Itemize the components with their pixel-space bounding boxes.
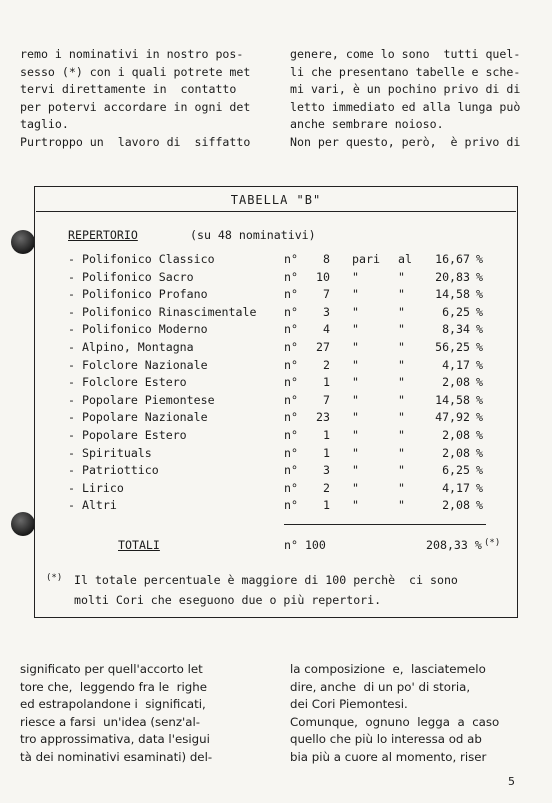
title-rule [36, 211, 516, 212]
text-line: tà dei nominativi esaminati) del- [20, 749, 213, 764]
al-ditto: al [398, 252, 412, 266]
text-column-bottom-left [20, 661, 212, 767]
percent-sign: % [476, 463, 483, 478]
repertoire-name: - Popolare Estero [68, 428, 187, 442]
table-row [0, 375, 552, 393]
table-row [0, 446, 552, 464]
pari-ditto: " [352, 287, 359, 302]
pari-ditto: " [352, 340, 359, 354]
count: 1 [323, 445, 330, 460]
percent-sign: % [476, 357, 483, 372]
repertoire-name: - Alpino, Montagna [68, 340, 194, 354]
percentage: 16,67 [435, 252, 470, 266]
percent-sign: % [476, 410, 483, 425]
repertoire-name: - Polifonico Sacro [68, 269, 194, 284]
table-row [0, 428, 552, 446]
repertoire-name: - Polifonico Moderno [68, 322, 208, 337]
pari-ditto: " [352, 480, 359, 495]
al-ditto: " [398, 392, 405, 407]
repertoire-name: - Patriottico [68, 463, 159, 478]
number-symbol: n° [284, 445, 298, 460]
count: 2 [323, 480, 330, 495]
text-line: riesce a farsi un'idea (senz'al- [20, 714, 201, 729]
percent-sign: % [476, 428, 483, 442]
totals-rule [284, 524, 486, 525]
percent-sign: % [476, 445, 483, 460]
count: 4 [323, 322, 330, 337]
table-title: TABELLA "B" [230, 193, 322, 207]
repertoire-name: - Spirituals [68, 445, 152, 460]
percentage: 8,34 [442, 322, 470, 337]
al-ditto: " [398, 304, 405, 319]
text-line: dire, anche di un po' di storia, [290, 679, 471, 694]
percentage: 2,08 [442, 375, 470, 390]
totals-footnote-mark: (*) [484, 538, 501, 548]
text-column-top-left [20, 46, 250, 152]
repertoire-name: - Polifonico Rinascimentale [68, 304, 257, 319]
table-row [0, 340, 552, 358]
text-line: li che presentano tabelle e sche- [290, 64, 521, 79]
repertorio-label: REPERTORIO [68, 228, 138, 242]
text-line: anche sembrare noioso. [290, 117, 444, 132]
table-row [0, 287, 552, 305]
count: 7 [323, 392, 330, 407]
percent-sign: % [476, 375, 483, 390]
table-row [0, 305, 552, 323]
percentage: 2,08 [442, 498, 470, 513]
percentage: 14,58 [435, 287, 470, 302]
percentage: 6,25 [442, 463, 470, 478]
repertoire-name: - Polifonico Profano [68, 287, 208, 302]
count: 3 [323, 463, 330, 478]
repertoire-name: - Popolare Nazionale [68, 410, 208, 425]
pari-ditto: pari [352, 252, 380, 266]
pari-ditto: " [352, 498, 359, 513]
al-ditto: " [398, 428, 405, 442]
table-row [0, 481, 552, 499]
al-ditto: " [398, 463, 405, 478]
pari-ditto: " [352, 410, 359, 425]
percentage: 20,83 [435, 269, 470, 284]
al-ditto: " [398, 340, 405, 354]
table-row [0, 410, 552, 428]
percentage: 56,25 [435, 340, 470, 354]
percentage: 14,58 [435, 392, 470, 407]
totals-label: TOTALI [118, 538, 160, 552]
pari-ditto: " [352, 463, 359, 478]
count: 1 [323, 498, 330, 513]
table-row [0, 498, 552, 516]
number-symbol: n° [284, 252, 298, 266]
text-line: mi vari, è un pochino privo di di [290, 82, 521, 97]
table-row [0, 252, 552, 270]
pari-ditto: " [352, 375, 359, 390]
table-row [0, 393, 552, 411]
percent-sign: % [476, 322, 483, 337]
percent-sign: % [476, 269, 483, 284]
pari-ditto: " [352, 304, 359, 319]
count: 1 [323, 428, 330, 442]
al-ditto: " [398, 445, 405, 460]
al-ditto: " [398, 410, 405, 425]
text-line: dei Cori Piemontesi. [290, 697, 408, 712]
number-symbol: n° [284, 340, 298, 354]
text-line: la composizione e, lasciatemelo [290, 662, 486, 676]
text-line: quello che più lo interessa od ab [290, 732, 482, 747]
text-line: sesso (*) con i quali potrete met [20, 64, 251, 79]
text-line: remo i nominativi in nostro pos- [20, 47, 244, 61]
percentage: 4,17 [442, 480, 470, 495]
count: 1 [323, 375, 330, 390]
number-symbol: n° [284, 463, 298, 478]
pari-ditto: " [352, 445, 359, 460]
totals-count: n° 100 [284, 538, 326, 552]
text-line: genere, come lo sono tutti quel- [290, 47, 521, 61]
repertoire-name: - Folclore Estero [68, 375, 187, 390]
number-symbol: n° [284, 480, 298, 495]
number-symbol: n° [284, 410, 298, 425]
percentage: 2,08 [442, 428, 470, 442]
page-number: 5 [508, 775, 515, 788]
al-ditto: " [398, 287, 405, 302]
table-row [0, 463, 552, 481]
count: 2 [323, 357, 330, 372]
percentage: 2,08 [442, 445, 470, 460]
repertorio-subtitle: (su 48 nominativi) [190, 228, 316, 242]
number-symbol: n° [284, 322, 298, 337]
footnote-line: Il totale percentuale è maggiore di 100 perchè ci sono [74, 573, 458, 587]
text-line: bia più a cuore al momento, riser [290, 749, 487, 764]
repertoire-name: - Altri [68, 498, 117, 513]
percent-sign: % [476, 392, 483, 407]
number-symbol: n° [284, 287, 298, 302]
repertoire-name: - Folclore Nazionale [68, 357, 208, 372]
text-line: tore che, leggendo fra le righe [20, 679, 207, 694]
footnote-mark: (*) [46, 573, 63, 583]
table-row [0, 358, 552, 376]
text-line: taglio. [20, 117, 69, 132]
percent-sign: % [476, 480, 483, 495]
percent-sign: % [476, 340, 483, 354]
number-symbol: n° [284, 304, 298, 319]
percent-sign: % [476, 498, 483, 513]
number-symbol: n° [284, 269, 298, 284]
number-symbol: n° [284, 392, 298, 407]
text-line: significato per quell'accorto let [20, 662, 203, 676]
count: 7 [323, 287, 330, 302]
percentage: 47,92 [435, 410, 470, 425]
pari-ditto: " [352, 392, 359, 407]
text-column-top-right [290, 46, 520, 152]
table-row [0, 270, 552, 288]
repertoire-name: - Lirico [68, 480, 124, 495]
count: 23 [316, 410, 330, 425]
percent-sign: % [476, 287, 483, 302]
binder-hole [11, 230, 35, 254]
text-line: Purtroppo un lavoro di siffatto [20, 134, 251, 149]
al-ditto: " [398, 480, 405, 495]
count: 8 [323, 252, 330, 266]
number-symbol: n° [284, 428, 298, 442]
percent-sign: % [476, 304, 483, 319]
footnote-line: molti Cori che eseguono due o più repertori. [74, 593, 382, 607]
al-ditto: " [398, 375, 405, 390]
repertoire-name: - Polifonico Classico [68, 252, 215, 266]
pari-ditto: " [352, 357, 359, 372]
percent-sign: % [476, 252, 483, 266]
al-ditto: " [398, 357, 405, 372]
text-column-bottom-right [290, 661, 499, 767]
count: 27 [316, 340, 330, 354]
pari-ditto: " [352, 428, 359, 442]
totals-percent: 208,33 % [426, 538, 482, 552]
text-line: ed estrapolandone i significati, [20, 697, 206, 712]
text-line: Comunque, ognuno legga a caso [290, 714, 500, 729]
text-line: tro approssimativa, data l'esigui [20, 732, 210, 747]
text-line: Non per questo, però, è privo di [290, 134, 521, 149]
pari-ditto: " [352, 322, 359, 337]
al-ditto: " [398, 498, 405, 513]
percentage: 4,17 [442, 357, 470, 372]
percentage: 6,25 [442, 304, 470, 319]
al-ditto: " [398, 269, 405, 284]
count: 10 [316, 269, 330, 284]
al-ditto: " [398, 322, 405, 337]
text-line: tervi direttamente in contatto [20, 82, 237, 97]
number-symbol: n° [284, 498, 298, 513]
text-line: letto immediato ed alla lunga può [290, 99, 521, 114]
repertoire-name: - Popolare Piemontese [68, 392, 215, 407]
number-symbol: n° [284, 357, 298, 372]
table-row [0, 322, 552, 340]
number-symbol: n° [284, 375, 298, 390]
count: 3 [323, 304, 330, 319]
text-line: per potervi accordare in ogni det [20, 99, 251, 114]
pari-ditto: " [352, 269, 359, 284]
